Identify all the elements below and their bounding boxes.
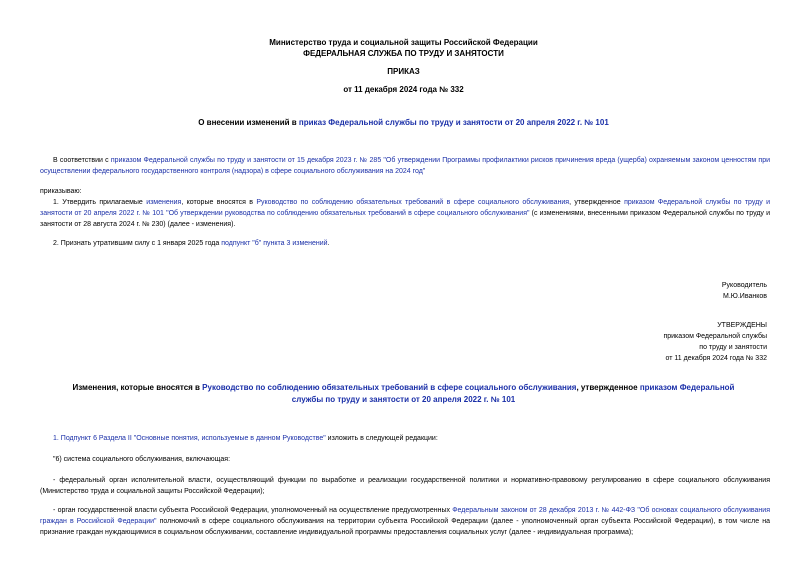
item1-c: , утвержденное [569,199,625,206]
change-1 [40,433,770,444]
quote-start: "6) система социального обслуживания, включающая: [53,456,231,463]
title-pre: О внесении изменений в [198,118,299,127]
change1-text: изложить в следующей редакции: [325,435,438,442]
preamble [40,155,770,177]
item1-d: (с изменениями, внесенными приказом Федеральной службы по труду и занятости от 28 августа 2024 г. № 230) (далее - изменения). [40,210,770,228]
item-2 [40,238,770,249]
approved-l3: по труду и занятости [699,344,767,351]
doc-date-number: от 11 декабря 2024 года № 332 [343,85,464,94]
signature-position: Руководитель [721,282,767,289]
preamble-link[interactable]: приказом Федеральной службы по труду и занятости от 15 декабря 2023 г. № 285 "Об утверждении Программы профилактики рисков причинения вреда (ущерба) охраняемым законом ценностям при осуществлении федерального государственного контроля (надзора) в сфере социального обслуживания на 2024 год" [40,157,770,175]
bullet2-link[interactable]: Федеральным законом от 28 декабря 2013 г. № 442-ФЗ "Об основах социального обслуживания граждан в Российской Федерации" [40,507,770,525]
bullet-1: - федеральный орган исполнительной власти, осуществляющий функции по выработке и реализации государственной политики и нормативно-правовому регулированию в сфере социального обслуживания (Министерство труда и социальной защиты Российской Федерации); [40,477,770,495]
changes-title-link-guide[interactable]: Руководство по соблюдению обязательных требований в сфере социального обслуживания [202,383,577,392]
changes-title-pre: Изменения, которые вносятся в [72,383,203,392]
approved-l1: УТВЕРЖДЕНЫ [717,322,767,329]
item-1 [40,197,770,230]
document-title [0,117,807,128]
bullet2-b: полномочий в сфере социального обслуживания на территории субъекта Российской Федерации (далее - уполномоченный орган субъекта Российской Федерации), в том числе на признание граждан нуждающимися в социальном обслуживании, составление индивидуальной программы предоставления социальных услуг (далее - индивидуальная программа); [40,518,770,536]
changes-title-mid: , утвержденное [576,383,640,392]
item1-link-changes[interactable]: изменения [146,199,182,206]
change1-link[interactable]: 1. Подпункт 6 Раздела II "Основные понятия, используемые в данном Руководстве" [53,435,326,442]
ministry-name: Министерство труда и социальной защиты Российской Федерации [269,38,538,47]
item1-link-order[interactable]: приказом Федеральной службы по труду и занятости от 20 апреля 2022 г. № 101 "Об утверждении руководства по соблюдению обязательных требований в сфере социального обслуживания" [40,199,770,217]
item1-b: , которые вносятся в [181,199,257,206]
changes-title [60,382,747,406]
approved-l2: приказом Федеральной службы [663,333,767,340]
title-link[interactable]: приказ Федеральной службы по труду и занятости от 20 апреля 2022 г. № 101 [298,118,609,127]
bullet2-a: - орган государственной власти субъекта Российской Федерации, уполномоченный на осуществление предусмотренных [53,507,453,514]
item2-link[interactable]: подпункт "б" пункта 3 изменений [221,240,328,247]
item1-link-guide[interactable]: Руководство по соблюдению обязательных требований в сфере социального обслуживания [256,199,570,206]
approved-l4: от 11 декабря 2024 года № 332 [665,355,767,362]
changes-title-link-order[interactable]: приказом Федеральной службы по труду и занятости от 20 апреля 2022 г. № 101 [291,383,735,404]
item1-a: 1. Утвердить прилагаемые [53,199,147,206]
doc-type: ПРИКАЗ [387,67,420,76]
service-name: ФЕДЕРАЛЬНАЯ СЛУЖБА ПО ТРУДУ И ЗАНЯТОСТИ [303,49,504,58]
item2-b: . [327,240,330,247]
item2-a: 2. Признать утратившим силу с 1 января 2025 года [53,240,222,247]
preamble-pre: В соответствии с [53,157,111,164]
order-word: приказываю: [40,188,82,195]
signature-name: М.Ю.Иванков [723,293,767,300]
bullet-2 [40,505,770,538]
